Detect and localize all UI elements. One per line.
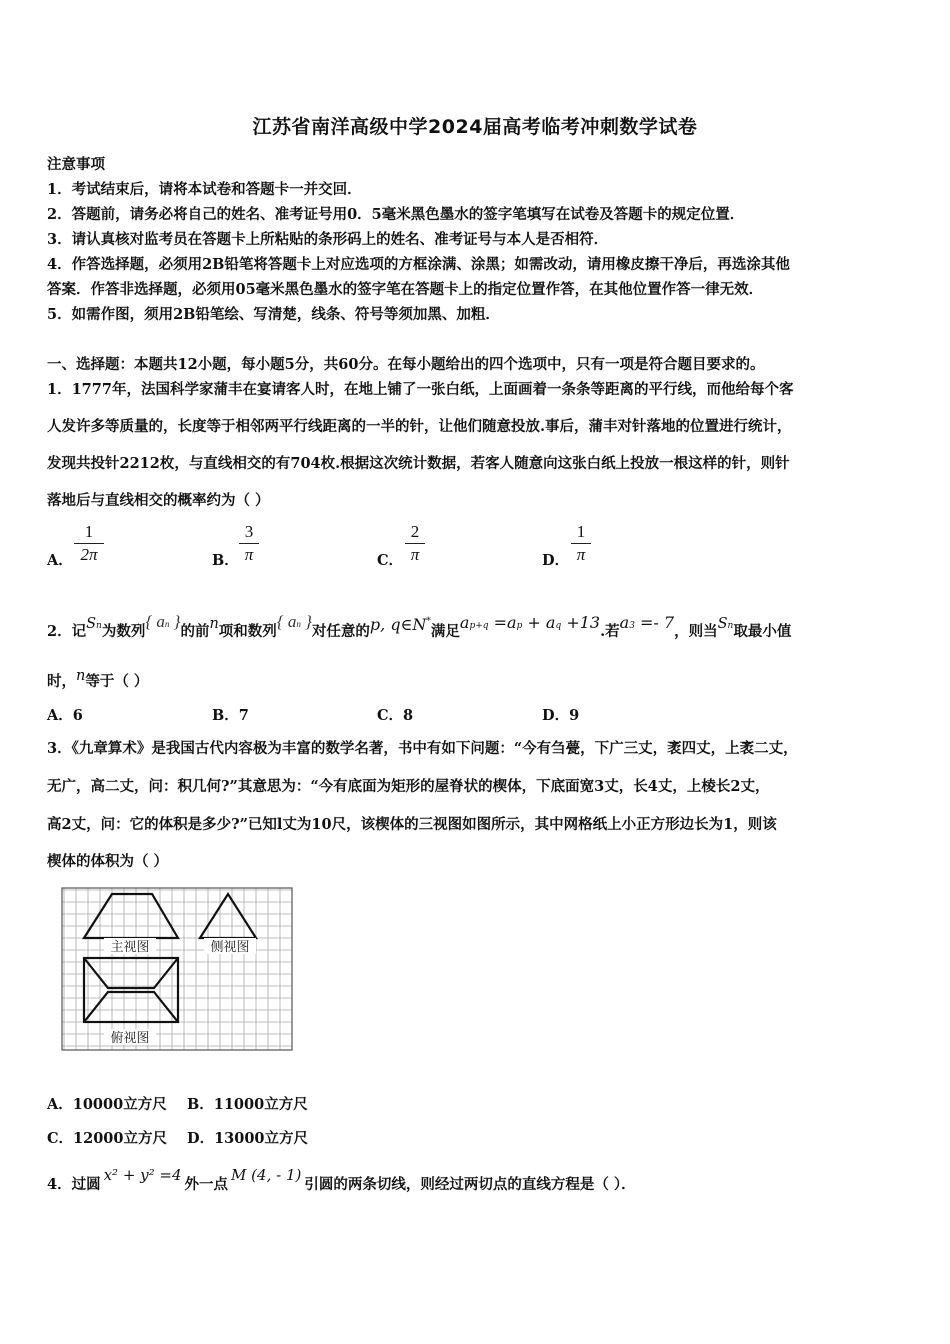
note-item: 2．答题前，请务必将自己的姓名、准考证号用0．5毫米黑色墨水的签字笔填写在试卷及答题卡的规定位置．: [47, 206, 745, 223]
q1-line: 发现共投针2212枚，与直线相交的有704枚.根据这次统计数据，若客人随意向这张白纸上投放一根这样的针，则针: [47, 455, 790, 472]
note-item: 5．如需作图，须用2B铅笔绘、写清楚，线条、符号等须加黑、加粗．: [47, 306, 500, 323]
front-view-trapezoid: [84, 894, 178, 938]
numerator: 1: [576, 522, 586, 541]
front-view-label: 主视图: [110, 940, 150, 955]
q3-line: 无广，高二丈，问：积几何?”其意思为：“今有底面为矩形的屋脊状的楔体，下底面宽3丈，长4丈，上棱长2丈，: [47, 778, 770, 795]
top-view-label: 俯视图: [110, 1031, 150, 1046]
three-views-figure: [60, 886, 296, 1054]
q1-option-c-fraction: [405, 522, 425, 565]
q1-line: 落地后与直线相交的概率约为（ ）: [47, 492, 270, 509]
section-heading: 一、选择题：本题共12小题，每小题5分，共60分。在每小题给出的四个选项中，只有一项是符合题目要求的。: [47, 356, 765, 373]
denominator: π: [410, 545, 420, 564]
q1-option-d-label: D．: [542, 552, 570, 569]
q1-option-b-fraction: [239, 522, 259, 565]
q3-line: 高2丈，问：它的体积是多少?”已知l丈为10尺，该楔体的三视图如图所示，其中网格纸上小正方形边长为1，则该: [47, 816, 777, 833]
denominator: π: [576, 545, 586, 564]
denominator: 2π: [80, 545, 98, 564]
q2-option-a: A．6: [47, 707, 83, 724]
q2-line1: 2．记Sn为数列{ an }的前n项和数列{ an }对任意的p, q∈N*满足ap+q =ap + aq +13.若a3 =- 7，则当Sn取最小值: [47, 612, 792, 640]
note-item: 3．请认真核对监考员在答题卡上所粘贴的条形码上的姓名、准考证号与本人是否相符．: [47, 231, 609, 248]
q2-option-b: B．7: [212, 707, 249, 724]
q2-option-d: D．9: [542, 707, 580, 724]
q3-option-b: B．11000立方尺: [187, 1096, 308, 1113]
q1-option-b-label: B．: [212, 552, 239, 569]
note-item: 4．作答选择题，必须用2B铅笔将答题卡上对应选项的方框涂满、涂黑；如需改动，请用橡皮擦干净后，再选涂其他: [47, 256, 790, 273]
q2-line2: 时，n等于（ ）: [47, 668, 149, 690]
q3-line: 3．《九章算术》是我国古代内容极为丰富的数学名著，书中有如下问题：“今有刍甍，下广三丈，袤四丈，上袤二丈，: [47, 740, 798, 757]
numerator: 3: [244, 522, 254, 541]
side-view-label: 侧视图: [210, 940, 250, 955]
note-item: 1．考试结束后，请将本试卷和答题卡一并交回．: [47, 181, 362, 198]
numerator: 1: [84, 522, 94, 541]
q1-line: 人发许多等质量的，长度等于相邻两平行线距离的一半的针，让他们随意投放.事后，蒲丰对针落地的位置进行统计，: [47, 418, 792, 435]
q2-option-c: C．8: [377, 707, 414, 724]
numerator: 2: [410, 522, 420, 541]
notes-heading: 注意事项: [47, 156, 105, 173]
q3-line: 楔体的体积为（ ）: [47, 853, 169, 870]
q1-option-d-fraction: [571, 522, 591, 565]
denominator: π: [244, 545, 254, 564]
q4-line: 4．过圆x² + y² =4外一点M (4, - 1)引圆的两条切线，则经过两切点的直线方程是（ ）．: [47, 1166, 636, 1193]
top-view-ridge-lower: [84, 992, 178, 1022]
top-view-rectangle: [84, 958, 178, 1022]
q3-option-c: C．12000立方尺: [47, 1130, 167, 1147]
note-item: 答案．作答非选择题，必须用05毫米黑色墨水的签字笔在答题卡上的指定位置作答，在其他位置作答一律无效．: [47, 281, 764, 298]
q1-option-c-label: C．: [377, 552, 404, 569]
page-title: 江苏省南洋高级中学2024届高考临考冲刺数学试卷: [252, 116, 698, 138]
q3-option-a: A．10000立方尺: [47, 1096, 167, 1113]
q1-line: 1．1777年，法国科学家蒲丰在宴请客人时，在地上铺了一张白纸，上面画着一条条等距离的平行线，而他给每个客: [47, 381, 794, 398]
top-view-ridge-upper: [84, 958, 178, 988]
q1-option-a-fraction: [74, 522, 104, 565]
q3-option-d: D．13000立方尺: [187, 1130, 309, 1147]
q1-option-a-label: A．: [47, 552, 73, 569]
